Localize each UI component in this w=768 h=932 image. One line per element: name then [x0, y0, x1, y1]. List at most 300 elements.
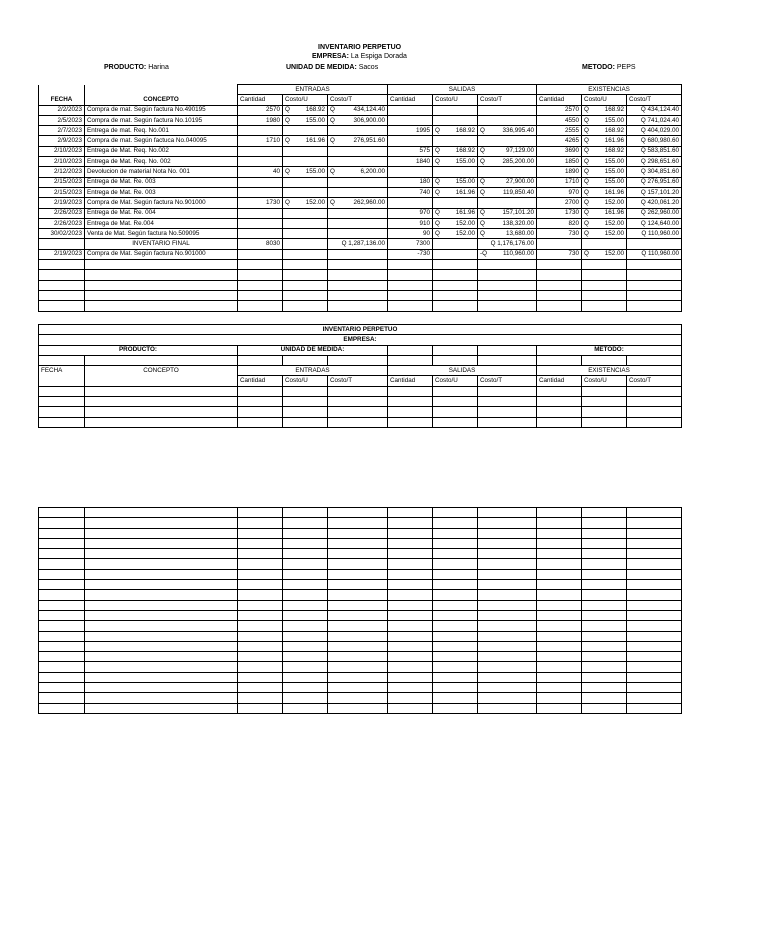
entrada-qty-cell	[238, 177, 283, 187]
empty-row	[39, 683, 682, 693]
empty-cell	[283, 569, 328, 579]
empty-cell	[39, 662, 85, 672]
empty-cell	[85, 260, 238, 270]
entrada-qty-cell	[238, 126, 283, 136]
empty-cell	[283, 270, 328, 280]
existencia-unit-cost-cell-prefix: Q	[584, 229, 589, 237]
entrada-unit-cost-cell-amount: 161.96	[305, 137, 325, 145]
table-row	[39, 167, 682, 177]
table-row	[39, 177, 682, 187]
empty-row	[39, 386, 682, 396]
entrada-unit-cost-cell	[283, 126, 328, 136]
empty-cell	[433, 518, 478, 528]
empty-cell	[39, 260, 85, 270]
salida-unit-cost-cell	[433, 167, 478, 177]
table-row	[39, 198, 682, 208]
concept-cell: Venta de Mat. Según factura No.509095	[85, 229, 238, 239]
empty-cell	[433, 538, 478, 548]
table-row	[39, 136, 682, 146]
existencia-total-cell: Q 680,980.60	[627, 136, 682, 146]
form-costo-u-header: Costo/U	[433, 376, 478, 386]
empty-cell	[478, 580, 537, 590]
existencia-unit-cost-cell-prefix: Q	[584, 178, 589, 186]
empty-cell	[537, 386, 582, 396]
empresa-label: EMPRESA:	[312, 53, 349, 60]
concept-cell: Entrega de mat. Req. No.001	[85, 126, 238, 136]
salida-total-cell	[478, 136, 537, 146]
empty-cell	[283, 621, 328, 631]
existencia-total-cell: Q 262,960.00	[627, 208, 682, 218]
form-concepto-header: CONCEPTO	[85, 366, 238, 376]
empty-cell	[328, 569, 388, 579]
existencia-unit-cost-cell	[582, 167, 627, 177]
entrada-total-cell-amount: 306,900.00	[353, 116, 386, 124]
entrada-total-cell-prefix: Q	[330, 198, 335, 206]
empty-cell	[39, 580, 85, 590]
existencia-qty-cell: 2570	[537, 105, 582, 115]
existencia-unit-cost-cell-prefix: Q	[584, 157, 589, 165]
empty-cell	[627, 417, 682, 427]
empty-cell	[537, 260, 582, 270]
empty-cell	[328, 600, 388, 610]
existencia-unit-cost-cell	[582, 249, 627, 259]
existencia-unit-cost-cell	[582, 126, 627, 136]
entrada-qty-cell	[238, 249, 283, 259]
empty-cell	[582, 610, 627, 620]
entrada-total-cell	[328, 115, 388, 125]
existencia-qty-cell: 730	[537, 249, 582, 259]
empty-cell	[328, 290, 388, 300]
empty-row	[39, 703, 682, 713]
entrada-qty-cell	[238, 187, 283, 197]
inventory-body	[39, 105, 682, 259]
empty-cell	[537, 528, 582, 538]
empty-row	[39, 559, 682, 569]
empty-cell	[478, 641, 537, 651]
existencia-unit-cost-cell	[582, 218, 627, 228]
empty-cell	[478, 559, 537, 569]
empty-cell	[238, 508, 283, 518]
empty-cell	[433, 528, 478, 538]
salida-unit-cost-cell	[433, 218, 478, 228]
form-cantidad-header: Cantidad	[537, 376, 582, 386]
empty-row	[39, 621, 682, 631]
empty-cell	[537, 590, 582, 600]
entrada-total-cell-prefix: Q	[330, 168, 335, 176]
cantidad-header: Cantidad	[388, 95, 433, 105]
empty-cell	[39, 652, 85, 662]
salida-unit-cost-cell-prefix: Q	[435, 147, 440, 155]
salida-total-cell-prefix: Q	[480, 157, 485, 165]
metodo-line	[582, 63, 636, 72]
concept-cell: Entrega de Mat. Re. 003	[85, 177, 238, 187]
empty-cell	[433, 641, 478, 651]
empty-cell	[478, 631, 537, 641]
empty-cell	[582, 528, 627, 538]
empty-cell	[478, 672, 537, 682]
existencia-unit-cost-cell-amount: 161.96	[604, 209, 625, 217]
existencia-unit-cost-cell-amount: 161.96	[604, 188, 625, 196]
empty-cell	[39, 301, 85, 311]
salida-unit-cost-cell-prefix: Q	[435, 157, 440, 165]
salida-unit-cost-cell	[433, 239, 478, 249]
empty-cell	[388, 528, 433, 538]
entrada-total-cell	[328, 146, 388, 156]
date-cell: 2/7/2023	[39, 126, 85, 136]
empty-row	[39, 662, 682, 672]
salida-qty-cell: 740	[388, 187, 433, 197]
empty-cell	[238, 621, 283, 631]
concept-cell: Entrega de Mat. Re. 003	[85, 187, 238, 197]
empty-cell	[238, 538, 283, 548]
entrada-qty-cell: 8030	[238, 239, 283, 249]
salidas-header: SALIDAS	[388, 85, 537, 95]
empty-cell	[582, 683, 627, 693]
empty-cell	[39, 549, 85, 559]
empty-cell	[388, 641, 433, 651]
concept-cell: INVENTARIO FINAL	[85, 239, 238, 249]
empty-cell	[39, 417, 85, 427]
salida-total-cell-prefix: Q	[480, 209, 485, 217]
empty-cell	[39, 386, 85, 396]
entrada-total-cell	[328, 249, 388, 259]
salida-unit-cost-cell-prefix: Q	[435, 219, 440, 227]
existencia-unit-cost-cell	[582, 157, 627, 167]
empty-cell	[478, 549, 537, 559]
empty-cell	[478, 703, 537, 713]
salida-qty-cell	[388, 167, 433, 177]
empty-cell	[328, 610, 388, 620]
entrada-unit-cost-cell-prefix: Q	[285, 137, 290, 145]
empty-cell	[582, 559, 627, 569]
existencia-unit-cost-cell-amount: 155.00	[604, 157, 625, 165]
empty-cell	[627, 280, 682, 290]
empty-cell	[582, 641, 627, 651]
empty-cell	[328, 683, 388, 693]
entrada-unit-cost-cell	[283, 249, 328, 259]
existencia-total-cell: Q 157,101.20	[627, 187, 682, 197]
empty-cell	[283, 549, 328, 559]
existencia-unit-cost-cell-prefix: Q	[584, 219, 589, 227]
empty-cell	[85, 549, 238, 559]
empty-cell	[388, 580, 433, 590]
empty-cell	[388, 559, 433, 569]
empty-cell	[85, 580, 238, 590]
empty-cell	[238, 580, 283, 590]
entrada-qty-cell	[238, 208, 283, 218]
date-cell	[39, 239, 85, 249]
entrada-unit-cost-cell-amount: 168.92	[305, 106, 325, 114]
empty-cell	[478, 290, 537, 300]
date-cell: 2/5/2023	[39, 115, 85, 125]
empty-cell	[39, 641, 85, 651]
salida-qty-cell: 90	[388, 229, 433, 239]
empty-cell	[328, 538, 388, 548]
empty-cell	[328, 386, 388, 396]
salida-total-cell-prefix: Q	[480, 126, 485, 134]
empty-cell	[388, 652, 433, 662]
empty-cell	[238, 260, 283, 270]
salida-total-cell	[478, 198, 537, 208]
empty-cell	[39, 280, 85, 290]
empty-cell	[39, 538, 85, 548]
salida-unit-cost-cell-prefix: Q	[435, 188, 440, 196]
empty-cell	[537, 672, 582, 682]
empty-cell	[478, 538, 537, 548]
existencia-total-cell: Q 304,851.60	[627, 167, 682, 177]
empty-cell	[478, 600, 537, 610]
empty-row	[39, 569, 682, 579]
empty-cell	[478, 693, 537, 703]
report-title: INVENTARIO PERPETUO	[318, 44, 402, 51]
existencia-unit-cost-cell-amount: 152.00	[604, 229, 625, 237]
existencia-qty-cell: 2555	[537, 126, 582, 136]
empty-cell	[283, 672, 328, 682]
existencia-unit-cost-cell	[582, 208, 627, 218]
existencia-unit-cost-cell-prefix: Q	[584, 250, 589, 258]
empty-cell	[328, 397, 388, 407]
empty-row	[39, 270, 682, 280]
empty-cell	[627, 386, 682, 396]
empty-cell	[283, 260, 328, 270]
empty-cell	[283, 397, 328, 407]
salida-total-cell-amount: 285,200.00	[502, 157, 535, 165]
existencia-qty-cell	[537, 239, 582, 249]
empty-cell	[582, 290, 627, 300]
empty-cell	[627, 610, 682, 620]
empty-cell	[388, 260, 433, 270]
empty-cell	[39, 703, 85, 713]
salida-unit-cost-cell-prefix: Q	[435, 126, 440, 134]
date-cell: 30/02/2023	[39, 229, 85, 239]
costo-u-header: Costo/U	[433, 95, 478, 105]
entrada-total-cell	[328, 198, 388, 208]
empty-cell	[537, 518, 582, 528]
existencia-unit-cost-cell	[582, 198, 627, 208]
existencia-unit-cost-cell	[582, 239, 627, 249]
empty-cell	[582, 280, 627, 290]
producto-value: Harina	[148, 64, 169, 71]
empty-cell	[627, 652, 682, 662]
empty-cell	[283, 417, 328, 427]
empty-cell	[433, 693, 478, 703]
empty-cell	[627, 672, 682, 682]
entrada-qty-cell: 40	[238, 167, 283, 177]
empty-cell	[478, 407, 537, 417]
table-row	[39, 115, 682, 125]
salida-unit-cost-cell-amount: 152.00	[455, 219, 476, 227]
concept-cell: Compra de Mat. Según factura No.901000	[85, 249, 238, 259]
empty-cell	[238, 600, 283, 610]
empty-cell	[537, 600, 582, 610]
existencia-qty-cell: 820	[537, 218, 582, 228]
entrada-qty-cell	[238, 229, 283, 239]
empty-cell	[39, 569, 85, 579]
entrada-qty-cell: 2570	[238, 105, 283, 115]
entrada-unit-cost-cell-prefix: Q	[285, 116, 290, 124]
salida-qty-cell: 7300	[388, 239, 433, 249]
empty-cell	[328, 270, 388, 280]
empty-cell	[537, 569, 582, 579]
empty-cell	[39, 397, 85, 407]
empty-cell	[582, 600, 627, 610]
empty-cell	[85, 407, 238, 417]
empty-cell	[85, 621, 238, 631]
empty-cell	[238, 417, 283, 427]
empty-cell	[388, 386, 433, 396]
empty-cell	[537, 580, 582, 590]
entrada-total-cell	[328, 177, 388, 187]
entrada-qty-cell: 1730	[238, 198, 283, 208]
entrada-total-cell-prefix: Q	[330, 137, 335, 145]
existencia-unit-cost-cell-amount: 152.00	[604, 219, 625, 227]
empty-cell	[433, 631, 478, 641]
entrada-qty-cell	[238, 146, 283, 156]
empty-cell	[39, 600, 85, 610]
existencia-total-cell: Q 298,651.60	[627, 157, 682, 167]
entrada-total-cell	[328, 157, 388, 167]
form-empresa-label: EMPRESA:	[39, 335, 682, 345]
empty-cell	[283, 652, 328, 662]
empty-cell	[478, 518, 537, 528]
date-cell: 2/10/2023	[39, 146, 85, 156]
date-cell: 2/26/2023	[39, 218, 85, 228]
cantidad-header: Cantidad	[238, 95, 283, 105]
existencia-total-cell: Q 420,061.20	[627, 198, 682, 208]
entrada-unit-cost-cell-amount: 152.00	[305, 198, 325, 206]
empty-cell	[582, 621, 627, 631]
empty-cell	[388, 631, 433, 641]
costo-t-header: Costo/T	[328, 95, 388, 105]
costo-t-header: Costo/T	[478, 95, 537, 105]
empty-row	[39, 610, 682, 620]
empty-cell	[85, 600, 238, 610]
empty-cell	[328, 662, 388, 672]
form-header-columns	[39, 376, 682, 386]
empty-cell	[85, 590, 238, 600]
empty-cell	[582, 631, 627, 641]
inventory-table	[38, 84, 682, 312]
date-cell: 2/9/2023	[39, 136, 85, 146]
empty-cell	[433, 301, 478, 311]
empty-cell	[582, 693, 627, 703]
empty-cell	[388, 610, 433, 620]
existencia-total-cell: Q 404,029.00	[627, 126, 682, 136]
salida-total-cell-amount: 336,995.40	[502, 126, 535, 134]
salida-unit-cost-cell-prefix: Q	[435, 209, 440, 217]
salida-unit-cost-cell-amount: 161.96	[455, 188, 476, 196]
empty-cell	[283, 703, 328, 713]
empty-cell	[627, 290, 682, 300]
producto-label: PRODUCTO:	[104, 64, 147, 71]
empty-cell	[238, 672, 283, 682]
empty-cell	[85, 508, 238, 518]
empty-cell	[85, 662, 238, 672]
existencia-qty-cell: 1710	[537, 177, 582, 187]
empty-cell	[582, 662, 627, 672]
empty-cell	[433, 610, 478, 620]
empty-cell	[388, 397, 433, 407]
existencia-total-cell: Q 124,640.00	[627, 218, 682, 228]
empty-cell	[238, 301, 283, 311]
empty-cell	[478, 508, 537, 518]
empty-cell	[627, 569, 682, 579]
empty-cell	[433, 683, 478, 693]
empty-cell	[582, 397, 627, 407]
empty-cell	[582, 652, 627, 662]
blank-grid	[38, 507, 682, 714]
salida-unit-cost-cell	[433, 187, 478, 197]
empty-row	[39, 290, 682, 300]
empty-cell	[627, 559, 682, 569]
empty-cell	[582, 703, 627, 713]
salida-total-cell	[478, 105, 537, 115]
empty-cell	[328, 621, 388, 631]
salida-total-cell: Q 1,176,176.00	[478, 239, 537, 249]
salida-total-cell-prefix: -Q	[480, 250, 488, 258]
table-row	[39, 229, 682, 239]
unidad-line	[286, 63, 378, 72]
entrada-unit-cost-cell	[283, 187, 328, 197]
empty-cell	[582, 569, 627, 579]
empty-cell	[283, 641, 328, 651]
empty-cell	[627, 703, 682, 713]
form-title: INVENTARIO PERPETUO	[39, 325, 682, 335]
salida-unit-cost-cell	[433, 249, 478, 259]
table-row	[39, 239, 682, 249]
empty-cell	[85, 641, 238, 651]
empty-row	[39, 280, 682, 290]
empty-cell	[537, 407, 582, 417]
salida-total-cell	[478, 218, 537, 228]
salida-total-cell	[478, 229, 537, 239]
empty-cell	[388, 270, 433, 280]
blank-inventory-form	[38, 324, 682, 428]
concepto-header: CONCEPTO	[85, 95, 238, 105]
table-row	[39, 208, 682, 218]
empty-cell	[328, 693, 388, 703]
entrada-total-cell: Q 1,287,136.00	[328, 239, 388, 249]
table-row	[39, 249, 682, 259]
producto-line	[104, 63, 169, 72]
form-costo-t-header: Costo/T	[328, 376, 388, 386]
salida-total-cell-prefix: Q	[480, 219, 485, 227]
salida-total-cell-prefix: Q	[480, 147, 485, 155]
form-entradas-header: ENTRADAS	[238, 366, 388, 376]
form-costo-t-header: Costo/T	[478, 376, 537, 386]
entrada-total-cell	[328, 208, 388, 218]
form-empresa-row	[39, 335, 682, 345]
empty-cell	[627, 397, 682, 407]
salida-total-cell-amount: 97,129.00	[506, 147, 535, 155]
empty-cell	[388, 518, 433, 528]
empty-cell	[39, 270, 85, 280]
existencia-unit-cost-cell	[582, 229, 627, 239]
form-costo-t-header: Costo/T	[627, 376, 682, 386]
entrada-total-cell	[328, 126, 388, 136]
salida-qty-cell: 970	[388, 208, 433, 218]
empty-cell	[537, 610, 582, 620]
entrada-unit-cost-cell	[283, 157, 328, 167]
empty-cell	[582, 590, 627, 600]
empty-cell	[328, 301, 388, 311]
existencia-unit-cost-cell-amount: 168.92	[604, 126, 625, 134]
existencia-unit-cost-cell-amount: 168.92	[604, 106, 625, 114]
form-spacer-row	[39, 355, 682, 365]
empty-cell	[388, 549, 433, 559]
empty-cell	[388, 662, 433, 672]
empty-cell	[433, 417, 478, 427]
